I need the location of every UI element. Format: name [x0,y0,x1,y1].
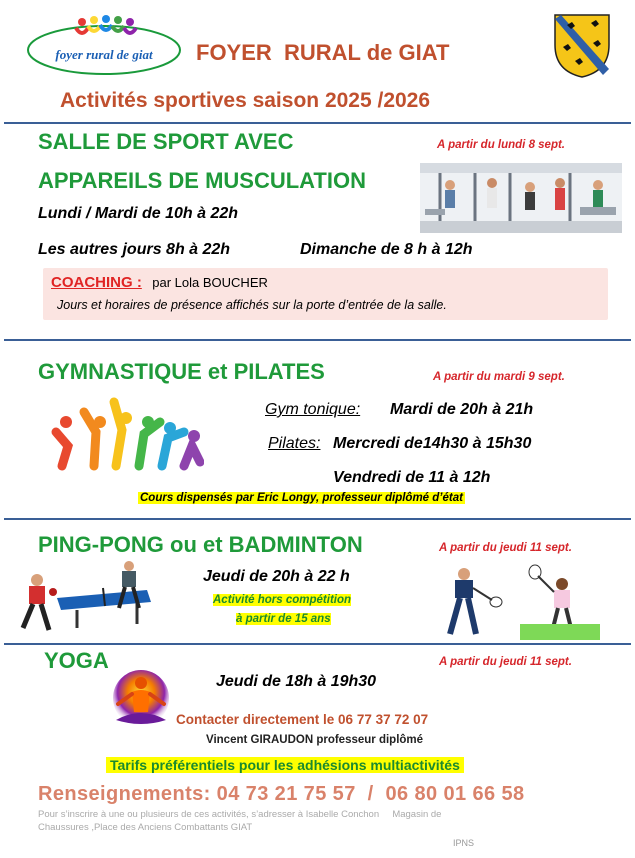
coaching-label: COACHING : [51,274,142,291]
yoga-schedule: Jeudi de 18h à 19h30 [216,673,377,690]
ipns-label: IPNS [453,838,475,848]
gym-label: Gym tonique: [265,401,361,418]
page-subtitle: Activités sportives saison 2025 /2026 [60,89,431,112]
divider [4,122,631,124]
divider [4,339,631,341]
gym-schedule2b: Dimanche de 8 h à 12h [300,241,473,258]
pingpong-title: PING-PONG ou et BADMINTON [38,532,363,557]
pilates-time1: Mercredi de14h30 à 15h30 [333,435,532,452]
badminton-illustration [440,562,600,642]
pingpong-note2: à partir de 15 ans [236,613,331,625]
renseignements: Renseignements: 04 73 21 75 57 / 06 80 01 66 58 [38,783,525,805]
logo [24,10,184,80]
coaching-box [43,268,608,320]
pilates-time2: Vendredi de 11 à 12h [333,469,491,486]
gym-schedule2a: Les autres jours 8h à 22h [38,241,231,258]
tarifs-banner: Tarifs préférentiels pour les adhésions multiactivités [106,757,464,773]
yoga-teacher: Vincent GIRAUDON professeur diplômé [206,734,424,746]
gym-title-line1: SALLE DE SPORT AVEC [38,129,294,154]
pingpong-note1: Activité hors compétition [213,594,352,606]
coat-of-arms-icon [553,13,611,79]
footer-small-line1: Pour s’inscrire à une ou plusieurs de ces activités, s’adresser à Isabelle Conchon Magasin de [38,809,442,820]
divider [4,643,631,645]
coaching-note: Jours et horaires de présence affichés sur la porte d’entrée de la salle. [57,298,447,312]
coaching-by: par Lola BOUCHER [152,275,268,290]
yoga-silhouettes-illustration [44,392,204,474]
pilates-label: Pilates: [268,435,321,452]
gym-start-date: A partir du lundi 8 sept. [437,139,565,151]
yoga-contact: Contacter directement le 06 77 37 72 07 [176,712,429,727]
meditation-illustration [108,670,174,732]
pingpong-illustration [17,558,157,638]
pingpong-start-date: A partir du jeudi 11 sept. [439,542,572,554]
pingpong-schedule: Jeudi de 20h à 22 h [203,568,350,585]
page-title: FOYER RURAL de GIAT [196,40,450,65]
gympilates-note: Cours dispensés par Eric Longy, professeur diplômé d’état [140,492,463,504]
yoga-title: YOGA [44,648,109,673]
logo-text: foyer rural de giat [55,47,153,62]
gym-schedule1: Lundi / Mardi de 10h à 22h [38,205,239,222]
gym-title-line2: APPAREILS DE MUSCULATION [38,168,366,193]
divider [4,518,631,520]
footer-small-line2: Chaussures ,Place des Anciens Combattants GIAT [38,822,253,833]
gympilates-start-date: A partir du mardi 9 sept. [433,371,565,383]
yoga-start-date: A partir du jeudi 11 sept. [439,656,572,668]
gympilates-title: GYMNASTIQUE et PILATES [38,359,325,384]
gym-time: Mardi de 20h à 21h [390,401,534,418]
gym-illustration [420,163,622,233]
